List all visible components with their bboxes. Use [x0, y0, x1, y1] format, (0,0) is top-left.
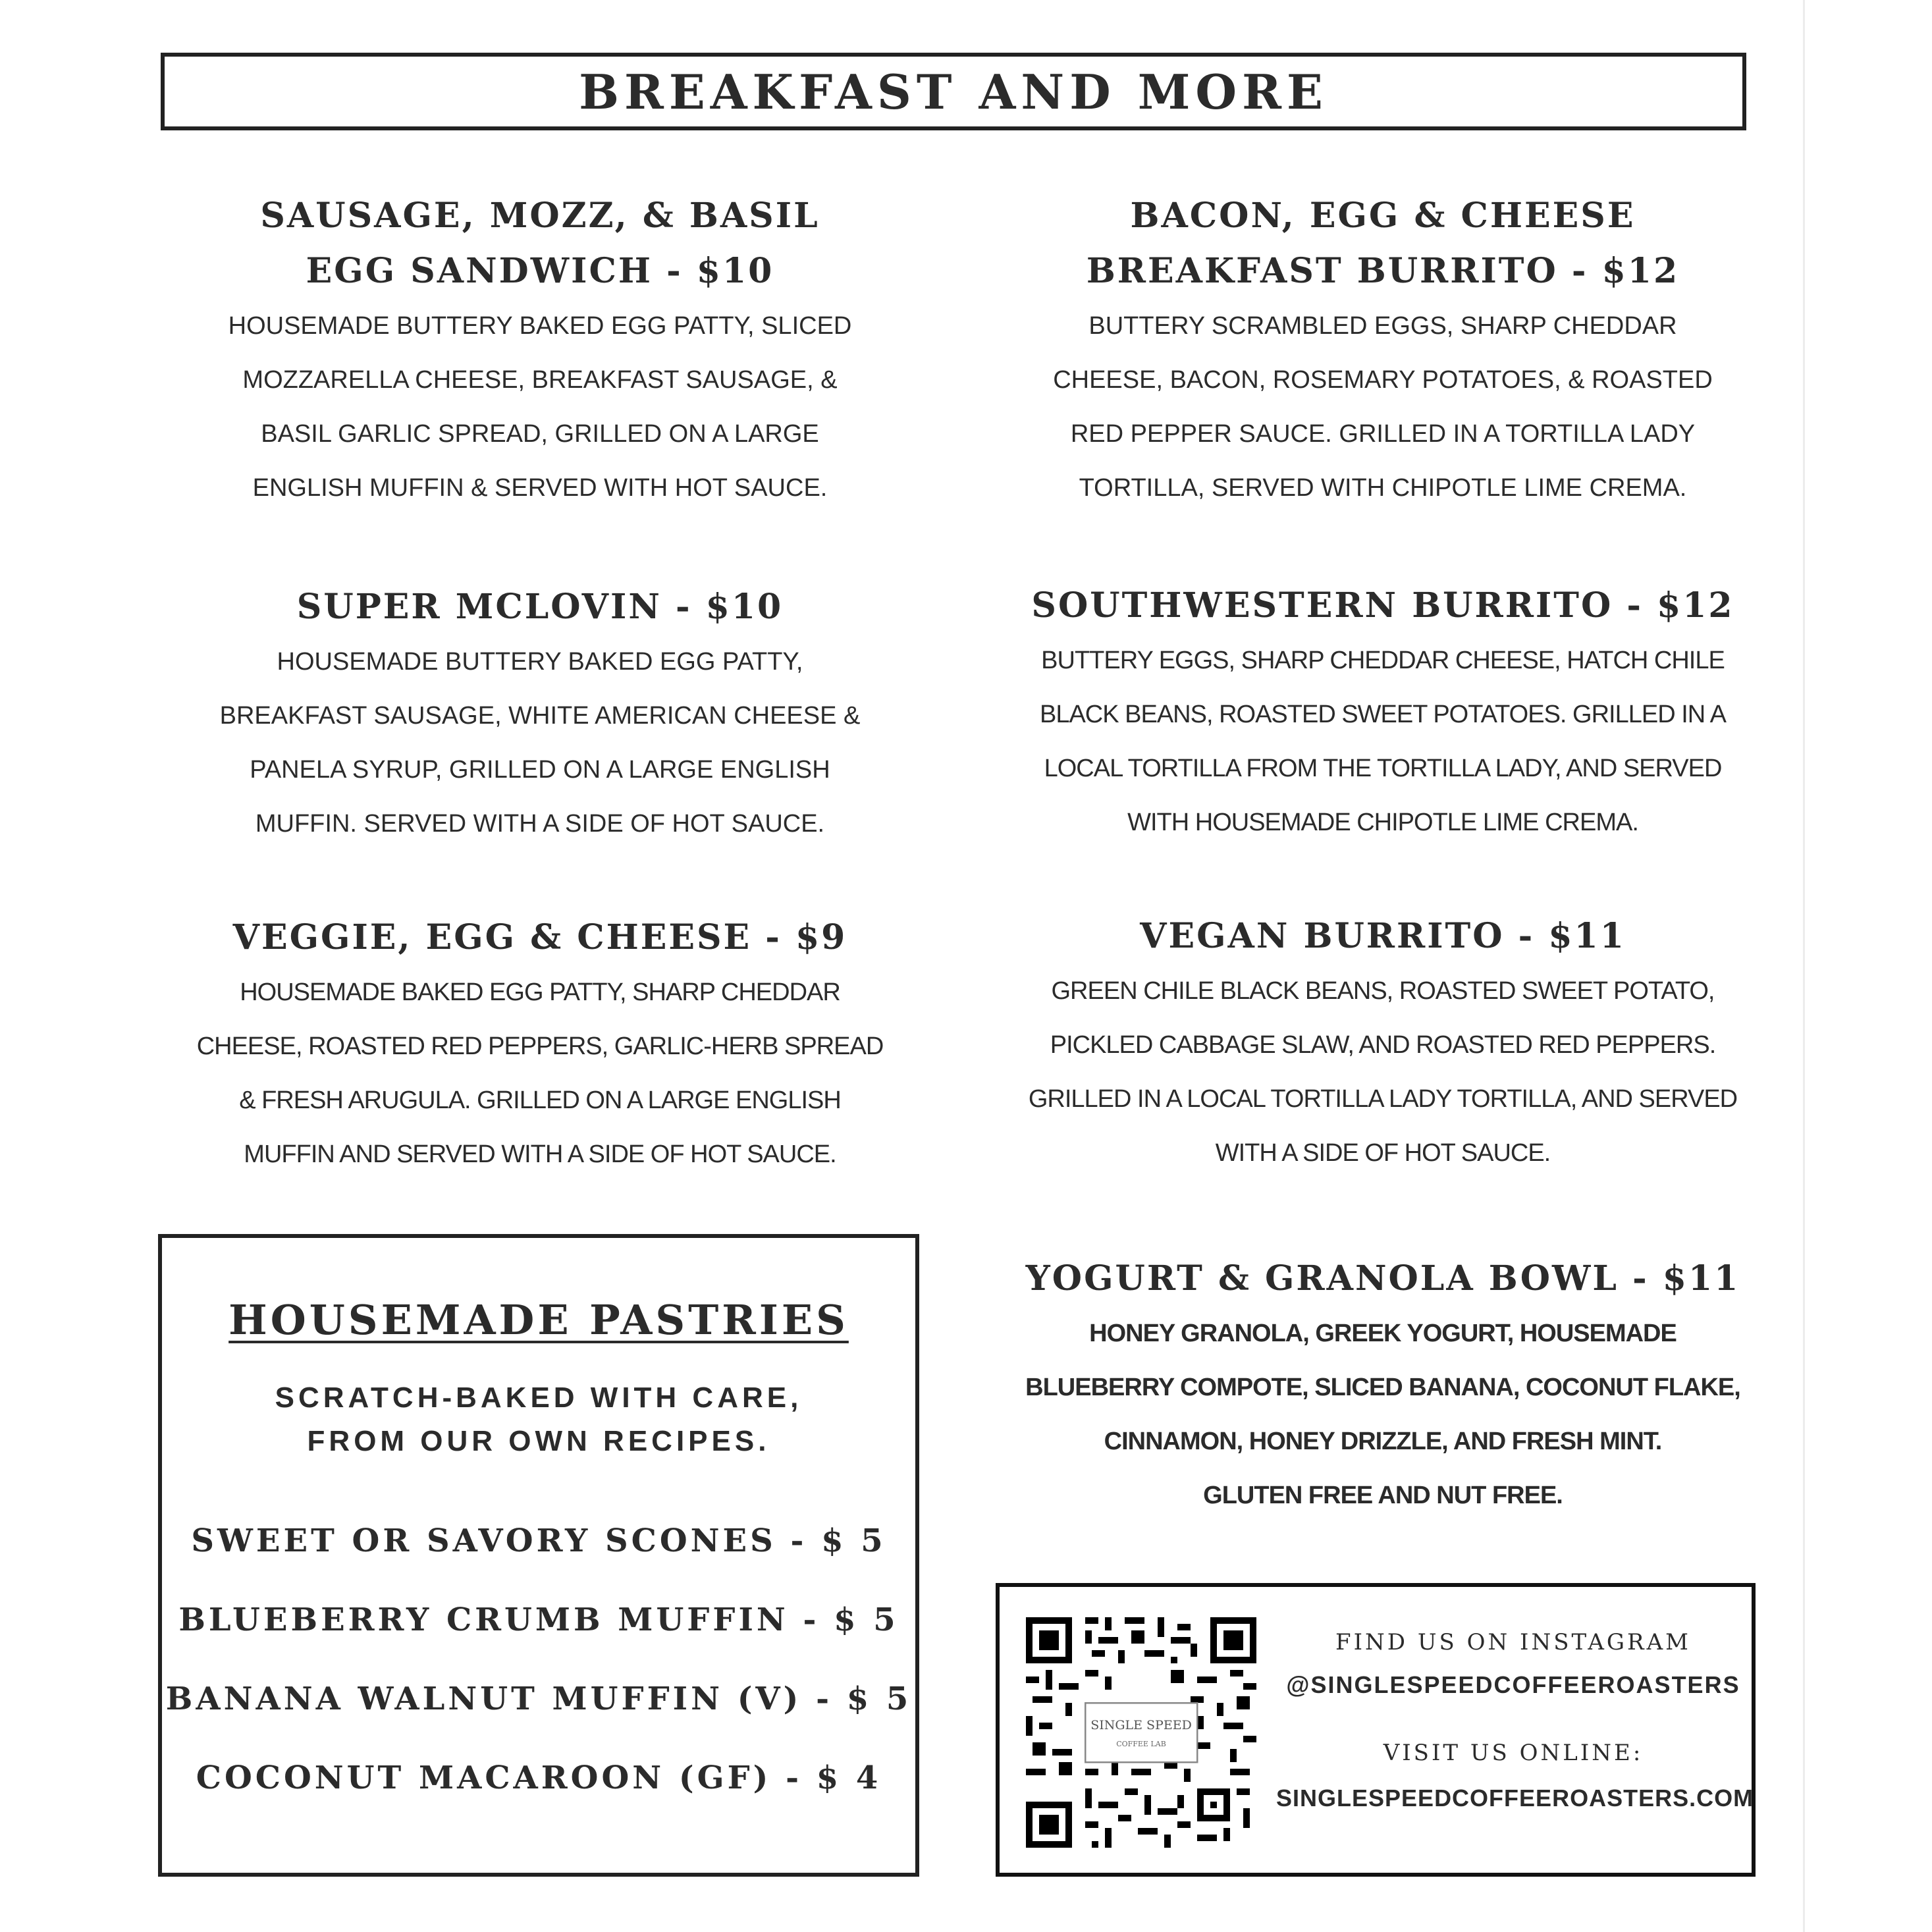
pastries-title: HOUSEMADE PASTRIES — [228, 1296, 849, 1344]
menu-item-yogurt — [988, 1251, 1778, 1522]
instagram-label: FIND US ON INSTAGRAM — [1335, 1629, 1691, 1655]
item-desc-line: CHEESE, BACON, ROSEMARY POTATOES, & ROASTED — [1053, 366, 1713, 394]
item-desc-line: PANELA SYRUP, GRILLED ON A LARGE ENGLISH — [250, 756, 830, 784]
item-desc-line: MUFFIN AND SERVED WITH A SIDE OF HOT SAUCE. — [244, 1140, 836, 1168]
item-desc-line: WITH A SIDE OF HOT SAUCE. — [1215, 1139, 1551, 1167]
menu-item-vegan — [988, 909, 1778, 1180]
menu-title-box — [161, 53, 1746, 130]
qr-logo-line2: COFFEE LAB — [1116, 1740, 1166, 1748]
item-desc-line: PICKLED CABBAGE SLAW, AND ROASTED RED PEPPERS. — [1050, 1031, 1716, 1059]
contact-box — [996, 1583, 1756, 1877]
website-link[interactable]: SINGLESPEEDCOFFEEROASTERS.COM — [1276, 1784, 1754, 1811]
pastries-box — [158, 1234, 919, 1877]
menu-item-veggie — [171, 910, 909, 1181]
pastries-list — [162, 1501, 915, 1817]
menu-item-sausage — [171, 188, 909, 515]
item-desc-line: ENGLISH MUFFIN & SERVED WITH HOT SAUCE. — [252, 474, 828, 502]
menu-title: BREAKFAST AND MORE — [579, 63, 1328, 120]
online-label: VISIT US ONLINE: — [1383, 1740, 1644, 1766]
item-desc-line: MOZZARELLA CHEESE, BREAKFAST SAUSAGE, & — [242, 366, 838, 394]
pastry-item: BLUEBERRY CRUMB MUFFIN - $ 5 — [178, 1601, 899, 1638]
item-desc-line: HOUSEMADE BUTTERY BAKED EGG PATTY, — [277, 648, 803, 676]
item-desc-line: BASIL GARLIC SPREAD, GRILLED ON A LARGE — [261, 420, 819, 448]
item-desc-line: RED PEPPER SAUCE. GRILLED IN A TORTILLA LADY — [1070, 420, 1696, 448]
pastries-subtitle-line1: SCRATCH-BAKED WITH CARE, — [275, 1382, 803, 1414]
item-desc-line: GRILLED IN A LOCAL TORTILLA LADY TORTILLA, AND SERVED — [1028, 1085, 1738, 1113]
item-title-line2: EGG SANDWICH - $10 — [306, 251, 774, 291]
item-title: SOUTHWESTERN BURRITO - $12 — [1031, 585, 1734, 626]
item-desc-line: CINNAMON, HONEY DRIZZLE, AND FRESH MINT. — [1104, 1428, 1662, 1455]
item-title: SUPER MCLOVIN - $10 — [296, 587, 784, 627]
item-desc-line: BLUEBERRY COMPOTE, SLICED BANANA, COCONUT FLAKE, — [1025, 1374, 1740, 1401]
pastries-subtitle — [162, 1376, 915, 1463]
menu-item-bacon — [988, 188, 1778, 515]
item-desc-line: CHEESE, ROASTED RED PEPPERS, GARLIC-HERB SPREAD — [196, 1033, 884, 1060]
item-desc-line: BUTTERY SCRAMBLED EGGS, SHARP CHEDDAR — [1088, 312, 1677, 340]
item-desc-line: BLACK BEANS, ROASTED SWEET POTATOES. GRILLED IN A — [1039, 701, 1727, 728]
item-desc-line: HOUSEMADE BUTTERY BAKED EGG PATTY, SLICED — [228, 312, 852, 340]
pastries-subtitle-line2: FROM OUR OWN RECIPES. — [307, 1425, 770, 1457]
qr-logo-line1: SINGLE SPEED — [1090, 1718, 1192, 1732]
item-desc-line: BREAKFAST SAUSAGE, WHITE AMERICAN CHEESE & — [219, 702, 861, 730]
item-title: VEGGIE, EGG & CHEESE - $9 — [232, 917, 847, 957]
item-desc-line: WITH HOUSEMADE CHIPOTLE LIME CREMA. — [1127, 809, 1638, 836]
item-desc-line: MUFFIN. SERVED WITH A SIDE OF HOT SAUCE. — [255, 810, 825, 838]
menu-item-mclovin — [171, 579, 909, 851]
pastry-item: COCONUT MACAROON (GF) - $ 4 — [196, 1759, 882, 1796]
pastry-item: BANANA WALNUT MUFFIN (V) - $ 5 — [165, 1680, 912, 1717]
item-desc-line: HOUSEMADE BAKED EGG PATTY, SHARP CHEDDAR — [240, 979, 840, 1006]
item-title-line2: BREAKFAST BURRITO - $12 — [1086, 251, 1680, 291]
item-desc-line: GREEN CHILE BLACK BEANS, ROASTED SWEET POTATO, — [1051, 977, 1715, 1005]
item-title: VEGAN BURRITO - $11 — [1140, 916, 1626, 956]
item-title-line1: BACON, EGG & CHEESE — [1130, 196, 1636, 236]
item-title: YOGURT & GRANOLA BOWL - $11 — [1025, 1258, 1740, 1299]
pastry-item: SWEET OR SAVORY SCONES - $ 5 — [191, 1522, 886, 1559]
item-desc-line: & FRESH ARUGULA. GRILLED ON A LARGE ENGLISH — [239, 1087, 841, 1114]
item-desc-line: LOCAL TORTILLA FROM THE TORTILLA LADY, AND SERVED — [1044, 755, 1722, 782]
page-edge-rule — [1803, 0, 1805, 1932]
item-desc-line: TORTILLA, SERVED WITH CHIPOTLE LIME CREMA. — [1079, 474, 1687, 502]
item-desc-line: BUTTERY EGGS, SHARP CHEDDAR CHEESE, HATCH CHILE — [1041, 647, 1725, 674]
item-desc-line: GLUTEN FREE AND NUT FREE. — [1203, 1482, 1563, 1509]
item-desc-line: HONEY GRANOLA, GREEK YOGURT, HOUSEMADE — [1089, 1320, 1677, 1347]
menu-item-southwestern — [988, 578, 1778, 849]
qr-code-icon[interactable] — [1026, 1617, 1256, 1848]
instagram-handle[interactable]: @SINGLESPEEDCOFFEEROASTERS — [1286, 1671, 1740, 1698]
item-title-line1: SAUSAGE, MOZZ, & BASIL — [260, 196, 820, 236]
